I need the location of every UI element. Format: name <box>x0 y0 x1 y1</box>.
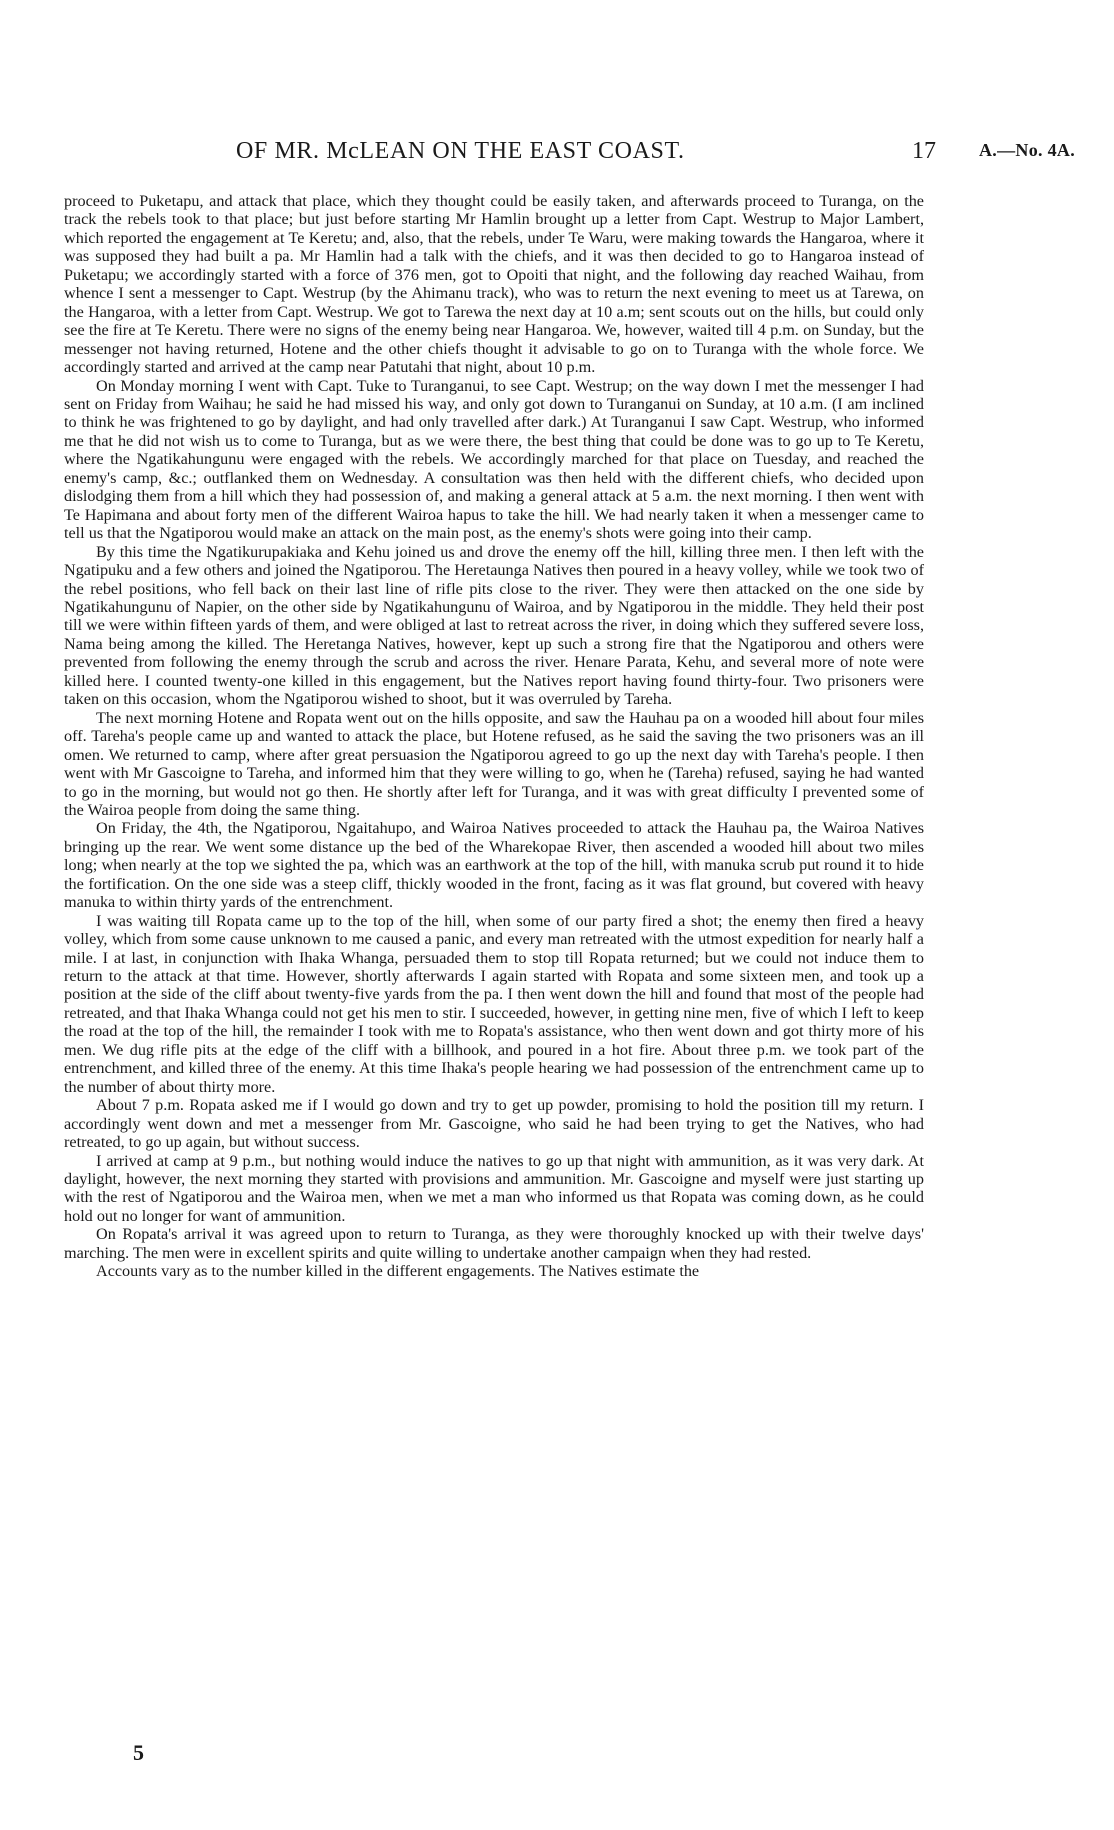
page-number: 17 <box>912 138 936 164</box>
paragraph: I arrived at camp at 9 p.m., but nothing would induce the natives to go up that night with ammunition, as it was very dark. At daylight, however, the next morning they started with provisions and ammunition. Mr. Gascoigne and myself were just starting up with the rest of Ngatiporou and the Wairoa men, when we met a man who informed us that Ropata was coming down, as he could hold out no longer for want of ammunition. <box>64 1151 924 1225</box>
paragraph: About 7 p.m. Ropata asked me if I would go down and try to get up powder, promising to hold the position till my return. I accordingly went down and met a messenger from Mr. Gascoigne, who said he had been trying to get the Natives, who had retreated, to go up again, but without success. <box>64 1096 924 1152</box>
paragraph: On Monday morning I went with Capt. Tuke to Turanganui, to see Capt. Westrup; on the way down I met the messenger I had sent on Friday from Waihau; he said he had missed his way, and only got down to Turanganui on Sunday, at 10 a.m. (I am inclined to think he was frightened to go by daylight, and had only travelled after dark.) At Turanganui I saw Capt. Westrup, who informed me that he did not wish us to come to Turanga, but as we were there, the best thing that could be done was to go up to Te Keretu, where the Ngatikahungunu were engaged with the rebels. We accordingly marched for that place on Tuesday, and reached the enemy's camp, &c.; outflanked them on Wednesday. A consultation was then held with the different chiefs, who decided upon dislodging them from a hill which they had possession of, and making a general attack at 5 a.m. the next morning. I then went with Te Hapimana and about forty men of the different Wairoa hapus to take the hill. We had nearly taken it when a messenger came to tell us that the Ngatiporou would make an attack on the main post, as the enemy's shots were going into their camp. <box>64 376 924 543</box>
paragraph: On Friday, the 4th, the Ngatiporou, Ngaitahupo, and Wairoa Natives proceeded to attack the Hauhau pa, the Wairoa Natives bringing up the rear. We went some distance up the bed of the Wharekopae River, then ascended a wooded hill about two miles long; when nearly at the top we sighted the pa, which was an earthwork at the top of the hill, with manuka scrub put round it to hide the fortification. On the one side was a steep cliff, thickly wooded in the front, facing as it was flat ground, but covered with heavy manuka to within thirty yards of the entrenchment. <box>64 819 924 912</box>
paragraph: proceed to Puketapu, and attack that place, which they thought could be easily taken, and afterwards proceed to Turanga, on the track the rebels took to that place; but just before starting Mr Hamlin brought up a letter from Capt. Westrup to Major Lambert, which reported the engagement at Te Keretu; and, also, that the rebels, under Te Waru, were making towards the Hangaroa, where it was supposed they had built a pa. Mr Hamlin had a talk with the chiefs, and it was then decided to go to Hangaroa instead of Puketapu; we accordingly started with a force of 376 men, got to Opoiti that night, and the following day reached Waihau, from whence I sent a messenger to Capt. Westrup (by the Ahimanu track), who was to return the next evening to meet us at Tarewa, on the Hangaroa, with a letter from Capt. Westrup. We got to Tarewa the next day at 10 a.m; sent scouts out on the hills, but could only see the fire at Te Keretu. There were no signs of the enemy being near Hangaroa. We, however, waited till 4 p.m. on Sunday, but the messenger not having returned, Hotene and the other chiefs thought it advisable to go on to Turanga with the whole force. We accordingly started and arrived at the camp near Patutahi that night, about 10 p.m. <box>64 192 924 377</box>
paragraph: By this time the Ngatikurupakiaka and Kehu joined us and drove the enemy off the hill, killing three men. I then left with the Ngatipuku and a few others and joined the Ngatiporou. The Heretaunga Natives then poured in a heavy volley, while we took two of the rebel positions, who fell back on their last line of rifle pits close to the river. They were then attacked on the one side by Ngatikahungunu of Napier, on the other side by Ngatikahungunu of Wairoa, and by Ngatiporou in the middle. They held their post till we were within fifteen yards of them, and were obliged at last to retreat across the river, in doing which they suffered severe loss, Nama being among the killed. The Heretanga Natives, however, kept up such a strong fire that the Ngatiporou and others were prevented from following the enemy through the scrub and across the river. Henare Parata, Kehu, and several more of note were killed here. I counted twenty-one killed in this engagement, but the Natives report having found thirty-four. Two prisoners were taken on this occasion, whom the Ngatiporou wished to shoot, but it was overruled by Tareha. <box>64 542 924 709</box>
signature-mark: 5 <box>133 1740 144 1765</box>
paragraph: On Ropata's arrival it was agreed upon to return to Turanga, as they were thoroughly knocked up with their twelve days' marching. The men were in excellent spirits and quite willing to undertake another campaign when they had rested. <box>64 1225 924 1262</box>
header-title: OF MR. McLEAN ON THE EAST COAST. <box>236 138 685 164</box>
body-text <box>64 192 924 1281</box>
paragraph: The next morning Hotene and Ropata went out on the hills opposite, and saw the Hauhau pa on a wooded hill about four miles off. Tareha's people came up and wanted to attack the place, but Hotene refused, as he said the saving the two prisoners was an ill omen. We returned to camp, where after great persuasion the Ngatiporou agreed to go up the next day with Tareha's people. I then went with Mr Gascoigne to Tareha, and informed him that they were willing to go, when he (Tareha) refused, saying he had wanted to go in the morning, but would not go then. He shortly after left for Turanga, and it was with great difficulty I prevented some of the Wairoa people from doing the same thing. <box>64 708 924 819</box>
paragraph: Accounts vary as to the number killed in the different engagements. The Natives estimate the <box>96 1262 700 1281</box>
running-header <box>64 138 1104 172</box>
paragraph: I was waiting till Ropata came up to the top of the hill, when some of our party fired a shot; the enemy then fired a heavy volley, which from some cause unknown to me caused a panic, and every man retreated with the utmost expedition for nearly half a mile. I at last, in conjunction with Ihaka Whanga, persuaded them to stop till Ropata returned; but we could not induce them to return to the attack at that time. However, shortly afterwards I again started with Ropata and some sixteen men, and took up a position at the side of the cliff about twenty-five yards from the pa. I then went down the hill and found that most of the people had retreated, and that Ihaka Whanga could not get his men to stir. I succeeded, however, in getting nine men, five of which I left to keep the road at the top of the hill, the remainder I took with me to Ropata's assistance, who then went down and got thirty more of his men. We dug rifle pits at the edge of the cliff with a billhook, and poured in a hot fire. About three p.m. we took part of the entrenchment, and killed three of the enemy. At this time Ihaka's people hearing we had possession of the entrenchment came up to the number of about thirty more. <box>64 911 924 1096</box>
document-reference: A.—No. 4A. <box>979 140 1075 160</box>
